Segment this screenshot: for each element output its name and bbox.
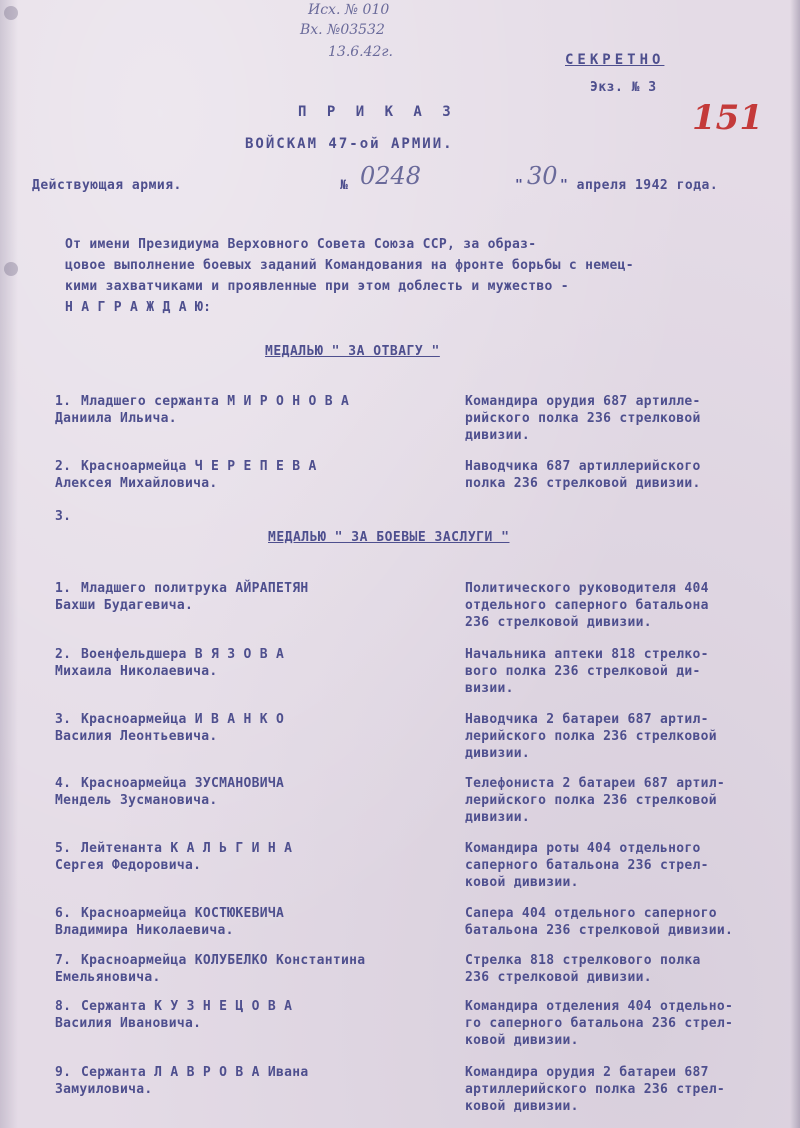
award-entry-post: Командира отделения 404 отдельно- го саперного батальона 236 стрел- ковой дивизии. bbox=[465, 999, 734, 1048]
date-day-handwritten: 30 bbox=[527, 162, 558, 190]
date-open-quote: " bbox=[515, 178, 524, 193]
award-entry-post: Наводчика 687 артиллерийского полка 236 стрелковой дивизии. bbox=[465, 459, 701, 491]
binder-hole bbox=[4, 262, 18, 276]
award-entry-name bbox=[55, 1064, 455, 1098]
entry-name: Младшего политрука АЙРАПЕТЯН Бахши Будагевича. bbox=[55, 581, 309, 613]
order-number-handwritten: 0248 bbox=[360, 162, 422, 190]
archive-incoming-number: Вх. №03532 bbox=[300, 22, 385, 38]
award-entry-post: Наводчика 2 батареи 687 артил- лерийского полка 236 стрелковой дивизии. bbox=[465, 712, 717, 761]
award-entry-name bbox=[55, 711, 455, 745]
award-entry-name bbox=[55, 952, 455, 986]
binder-hole bbox=[4, 6, 18, 20]
entry-number: 9. bbox=[55, 1065, 72, 1080]
award-entry-post: Командира роты 404 отдельного саперного батальона 236 стрел- ковой дивизии. bbox=[465, 841, 709, 890]
entry-name: Лейтенанта К А Л Ь Г И Н А Сергея Федоровича. bbox=[55, 841, 293, 873]
army-label: Действующая армия. bbox=[32, 178, 182, 193]
award-entry-name bbox=[55, 775, 455, 809]
copy-number: Экз. № 3 bbox=[590, 80, 657, 95]
entry-name: Красноармейца Ч Е Р Е П Е В А Алексея Михайловича. bbox=[55, 459, 317, 491]
award-entry-post: Телефониста 2 батареи 687 артил- лерийского полка 236 стрелковой дивизии. bbox=[465, 776, 726, 825]
award-entry-post: Стрелка 818 стрелкового полка 236 стрелковой дивизии. bbox=[465, 953, 701, 985]
preamble-text: От имени Президиума Верховного Совета Союза ССР, за образ- цовое выполнение боевых заданий Командования на фронте борьбы с немец- кими захватчиками и проявленные при этом доблесть и мужество - Н А Г Р А Ж Д А Ю: bbox=[65, 237, 634, 315]
entry-number: 7. bbox=[55, 953, 72, 968]
section-heading-bravery: МЕДАЛЬЮ " ЗА ОТВАГУ " bbox=[265, 344, 440, 359]
entry-name: Военфельдшера В Я З О В А Михаила Николаевича. bbox=[55, 647, 285, 679]
entry-number: 1. bbox=[55, 394, 72, 409]
award-entry-name bbox=[55, 393, 455, 427]
entry-number: 1. bbox=[55, 581, 72, 596]
entry-number: 2. bbox=[55, 459, 72, 474]
date-rest: " апреля 1942 года. bbox=[560, 178, 719, 193]
award-entry-post: Сапера 404 отдельного саперного батальона 236 стрелковой дивизии. bbox=[465, 906, 734, 938]
entry-number: 6. bbox=[55, 906, 72, 921]
award-entry-name bbox=[55, 508, 455, 525]
document-title: П Р И К А З bbox=[298, 104, 457, 120]
entry-name: Красноармейца И В А Н К О Василия Леонтьевича. bbox=[55, 712, 285, 744]
award-entry-name bbox=[55, 580, 455, 614]
entry-name: Сержанта К У З Н Е Ц О В А Василия Ивановича. bbox=[55, 999, 293, 1031]
entry-number: 2. bbox=[55, 647, 72, 662]
entry-name: Красноармейца ЗУСМАНОВИЧА Мендель Зусмановича. bbox=[55, 776, 285, 808]
entry-name: Сержанта Л А В Р О В А Ивана Замуиловича. bbox=[55, 1065, 309, 1097]
binder-shadow bbox=[0, 0, 18, 1128]
order-number-label: № bbox=[340, 178, 349, 193]
entry-name: Младшего сержанта М И Р О Н О В А Даниила Ильича. bbox=[55, 394, 350, 426]
award-entry-post: Политического руководителя 404 отдельного саперного батальона 236 стрелковой дивизии. bbox=[465, 581, 709, 630]
entry-name: Красноармейца КОСТЮКЕВИЧА Владимира Николаевича. bbox=[55, 906, 285, 938]
archive-date: 13.6.42г. bbox=[328, 44, 393, 60]
section-heading-combat-merit: МЕДАЛЬЮ " ЗА БОЕВЫЕ ЗАСЛУГИ " bbox=[268, 530, 510, 545]
entry-number: 4. bbox=[55, 776, 72, 791]
award-entry-name bbox=[55, 998, 455, 1032]
entry-number: 3. bbox=[55, 712, 72, 727]
award-entry-name bbox=[55, 840, 455, 874]
entry-number: 3. bbox=[55, 509, 72, 524]
award-entry-name bbox=[55, 646, 455, 680]
secret-stamp: СЕКРЕТНО bbox=[565, 52, 665, 68]
entry-name: Красноармейца КОЛУБЕЛКО Константина Емельяновича. bbox=[55, 953, 366, 985]
entry-number: 5. bbox=[55, 841, 72, 856]
archive-outgoing-number: Исх. № 010 bbox=[308, 2, 390, 18]
award-entry-name bbox=[55, 905, 455, 939]
award-entry-post: Начальника аптеки 818 стрелко- вого полка 236 стрелковой ди- визии. bbox=[465, 647, 709, 696]
entry-number: 8. bbox=[55, 999, 72, 1014]
document-subtitle: ВОЙСКАМ 47-ой АРМИИ. bbox=[245, 136, 454, 152]
award-entry-name bbox=[55, 458, 455, 492]
award-entry-post: Командира орудия 2 батареи 687 артиллерийского полка 236 стрел- ковой дивизии. bbox=[465, 1065, 726, 1114]
award-entry-post: Командира орудия 687 артилле- рийского полка 236 стрелковой дивизии. bbox=[465, 394, 701, 443]
page-number-handwritten: 151 bbox=[692, 98, 763, 138]
